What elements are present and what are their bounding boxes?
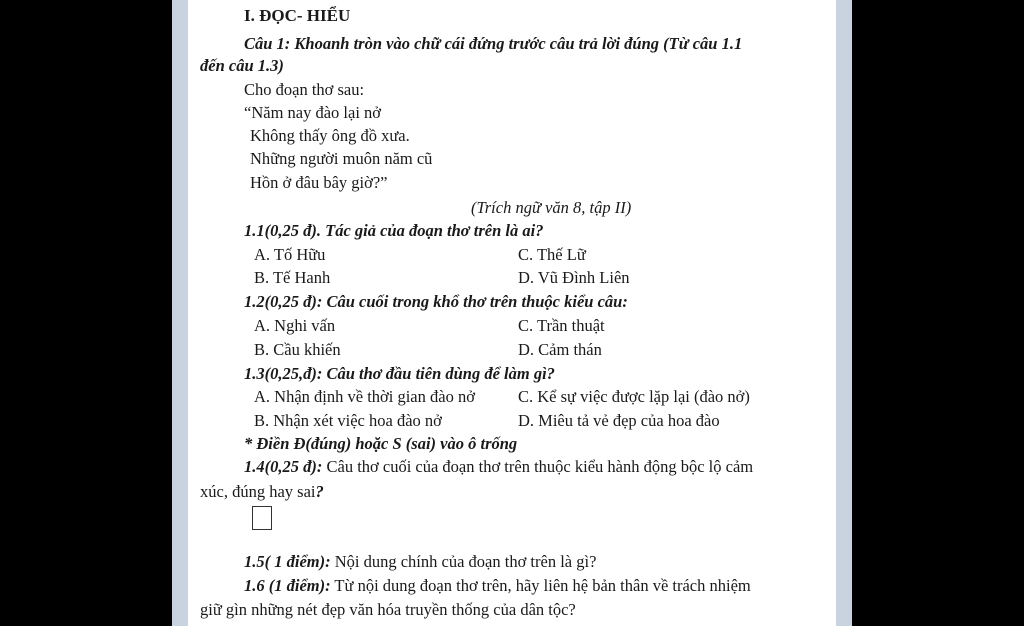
question-1-6-label: 1.6 (1 điểm): <box>244 576 331 595</box>
question-1-1-title: 1.1(0,25 đ). Tác giả của đoạn thơ trên là ai? <box>244 221 544 240</box>
source-citation: (Trích ngữ văn 8, tập II) <box>471 198 632 217</box>
question-1-5-text: Nội dung chính của đoạn thơ trên là gì? <box>330 552 597 571</box>
poem-line: Không thấy ông đồ xưa. <box>250 126 410 145</box>
option-d: D. Miêu tả vẻ đẹp của hoa đào <box>518 411 720 430</box>
question-1-4-continuation: xúc, đúng hay sai <box>200 482 316 501</box>
instruction-line-1: Câu 1: Khoanh tròn vào chữ cái đứng trước câu trả lời đúng (Từ câu 1.1 <box>244 34 743 53</box>
option-b: B. Nhận xét việc hoa đào nở <box>254 411 442 430</box>
question-1-4 <box>244 457 753 477</box>
question-1-4-line-2 <box>200 482 324 502</box>
section-title: I. ĐỌC- HIỂU <box>244 6 351 25</box>
question-1-5 <box>244 552 596 572</box>
option-a: A. Nhận định về thời gian đào nở <box>254 387 475 406</box>
poem-line: “Năm nay đào lại nở <box>244 103 382 122</box>
question-1-4-question-mark: ? <box>315 482 324 501</box>
option-a: A. Nghi vấn <box>254 316 336 335</box>
question-1-4-text: Câu thơ cuối của đoạn thơ trên thuộc kiểu hành động bộc lộ cảm <box>322 457 754 476</box>
instruction-line-2: đến câu 1.3) <box>200 56 284 75</box>
option-b: B. Tế Hanh <box>254 268 331 287</box>
question-1-6 <box>244 576 751 596</box>
poem-line: Những người muôn năm cũ <box>250 149 433 168</box>
answer-checkbox[interactable] <box>252 506 272 530</box>
option-d: D. Vũ Đình Liên <box>518 268 630 287</box>
question-1-6-text: Từ nội dung đoạn thơ trên, hãy liên hệ bản thân về trách nhiệm <box>330 576 751 595</box>
document-page <box>188 0 836 626</box>
option-b: B. Cầu khiến <box>254 340 341 359</box>
question-1-6-line-2: giữ gìn những nét đẹp văn hóa truyền thống của dân tộc? <box>200 600 576 619</box>
option-c: C. Trần thuật <box>518 316 605 335</box>
fill-instruction: * Điền Đ(đúng) hoặc S (sai) vào ô trống <box>244 434 518 453</box>
intro-text: Cho đoạn thơ sau: <box>244 80 365 99</box>
option-d: D. Cảm thán <box>518 340 602 359</box>
question-1-5-label: 1.5( 1 điểm): <box>244 552 331 571</box>
question-1-3-title: 1.3(0,25,đ): Câu thơ đầu tiên dùng để làm gì? <box>244 364 555 383</box>
question-1-2-title: 1.2(0,25 đ): Câu cuối trong khổ thơ trên thuộc kiểu câu: <box>244 292 628 311</box>
option-c: C. Kể sự việc được lặp lại (đào nở) <box>518 387 750 406</box>
option-a: A. Tố Hữu <box>254 245 326 264</box>
question-1-4-label: 1.4(0,25 đ): <box>244 457 323 476</box>
poem-line: Hồn ở đâu bây giờ?” <box>250 173 388 192</box>
option-c: C. Thế Lữ <box>518 245 586 264</box>
